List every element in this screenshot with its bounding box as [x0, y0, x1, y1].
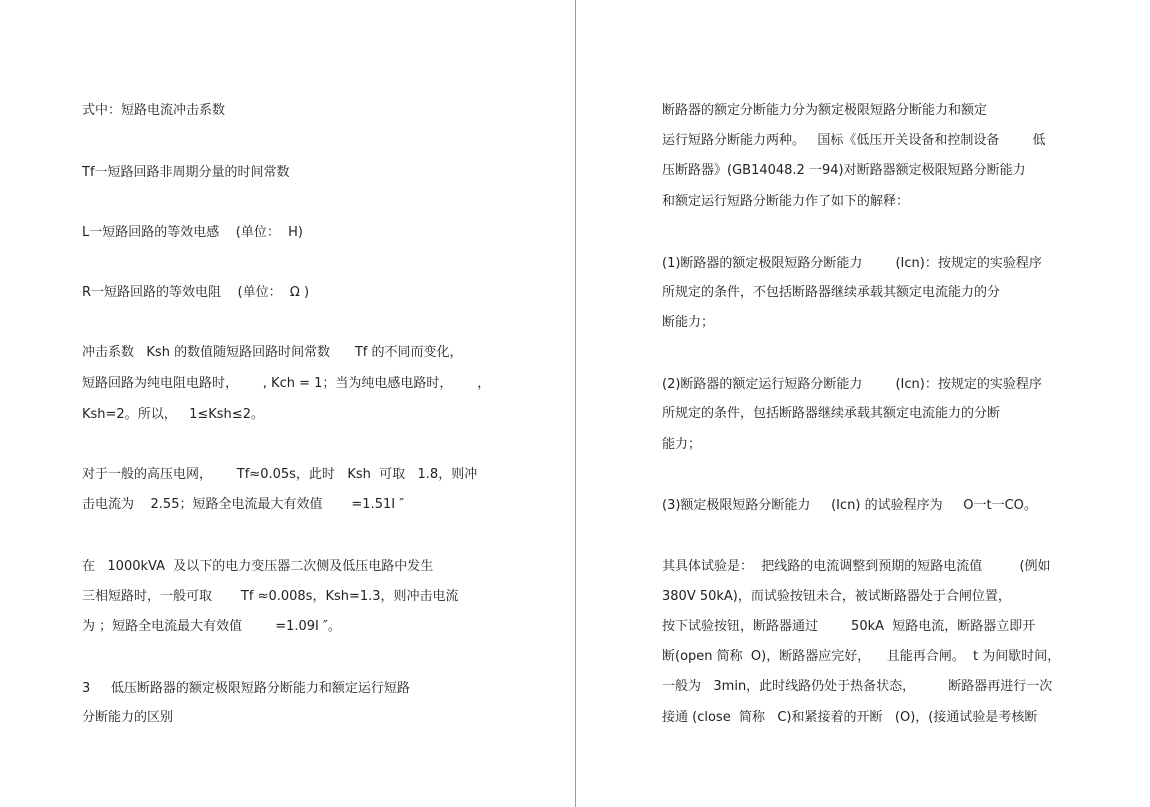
- left-line-11: 三相短路时，一般可取 Tf ≈0.008s，Ksh=1.3，则冲击电流: [82, 589, 459, 604]
- right-line-1: 断路器的额定分断能力分为额定极限短路分断能力和额定: [662, 103, 988, 118]
- left-line-6: 短路回路为纯电阻电路时， , Kch = 1；当为纯电感电路时， ，: [82, 376, 491, 391]
- right-line-11: (3)额定极限短路分断能力 (Icn) 的试验程序为 O一t一CO。: [662, 498, 1037, 513]
- left-line-13: 3 低压断路器的额定极限短路分断能力和额定运行短路: [82, 681, 410, 696]
- right-line-9: 所规定的条件，包括断路器继续承载其额定电流能力的分断: [662, 406, 1001, 421]
- right-page: [576, 0, 1150, 807]
- left-line-9: 击电流为 2.55；短路全电流最大有效值 =1.51I ″: [82, 497, 405, 512]
- left-line-5: 冲击系数 Ksh 的数值随短路回路时间常数 Tf 的不同而变化，: [82, 345, 463, 360]
- right-line-5: (1)断路器的额定极限短路分断能力 (Icn)：按规定的实验程序: [662, 256, 1042, 271]
- right-line-7: 断能力；: [662, 315, 715, 330]
- right-line-2: 运行短路分断能力两种。 国标《低压开关设备和控制设备 低: [662, 133, 1046, 148]
- right-line-8: (2)断路器的额定运行短路分断能力 (Icn)：按规定的实验程序: [662, 377, 1042, 392]
- left-line-4: R一短路回路的等效电阻 (单位： Ω ): [82, 285, 310, 300]
- right-line-16: 一般为 3min，此时线路仍处于热备状态， 断路器再进行一次: [662, 679, 1053, 694]
- right-line-14: 按下试验按钮，断路器通过 50kA 短路电流，断路器立即开: [662, 619, 1036, 634]
- right-line-6: 所规定的条件，不包括断路器继续承载其额定电流能力的分: [662, 285, 1001, 300]
- left-line-8: 对于一般的高压电网， Tf≈0.05s，此时 Ksh 可取 1.8，则冲: [82, 467, 478, 482]
- left-line-2: Tf一短路回路非周期分量的时间常数: [82, 165, 290, 180]
- right-line-4: 和额定运行短路分断能力作了如下的解释：: [662, 194, 910, 209]
- left-line-3: L一短路回路的等效电感 (单位： H): [82, 225, 303, 240]
- left-line-1: 式中：短路电流冲击系数: [82, 103, 226, 118]
- right-line-17: 接通 (close 简称 C)和紧接着的开断 (O)，(接通试验是考核断: [662, 710, 1038, 725]
- right-line-12: 其具体试验是： 把线路的电流调整到预期的短路电流值 (例如: [662, 559, 1051, 574]
- right-line-13: 380V 50kA)，而试验按钮未合，被试断路器处于合闸位置，: [662, 589, 1011, 604]
- right-line-3: 压断路器》(GB14048.2 一94)对断路器额定极限短路分断能力: [662, 163, 1026, 178]
- right-line-15: 断(open 简称 O)，断路器应完好， 且能再合闸。 t 为间歇时间，: [662, 649, 1061, 664]
- left-line-12: 为 ；短路全电流最大有效值 =1.09I ″。: [82, 619, 341, 634]
- left-line-7: Ksh=2。所以， 1≤Ksh≤2。: [82, 407, 264, 422]
- right-line-10: 能力；: [662, 437, 702, 452]
- left-line-10: 在 1000kVA 及以下的电力变压器二次侧及低压电路中发生: [82, 559, 434, 574]
- left-line-14: 分断能力的区别: [82, 710, 174, 725]
